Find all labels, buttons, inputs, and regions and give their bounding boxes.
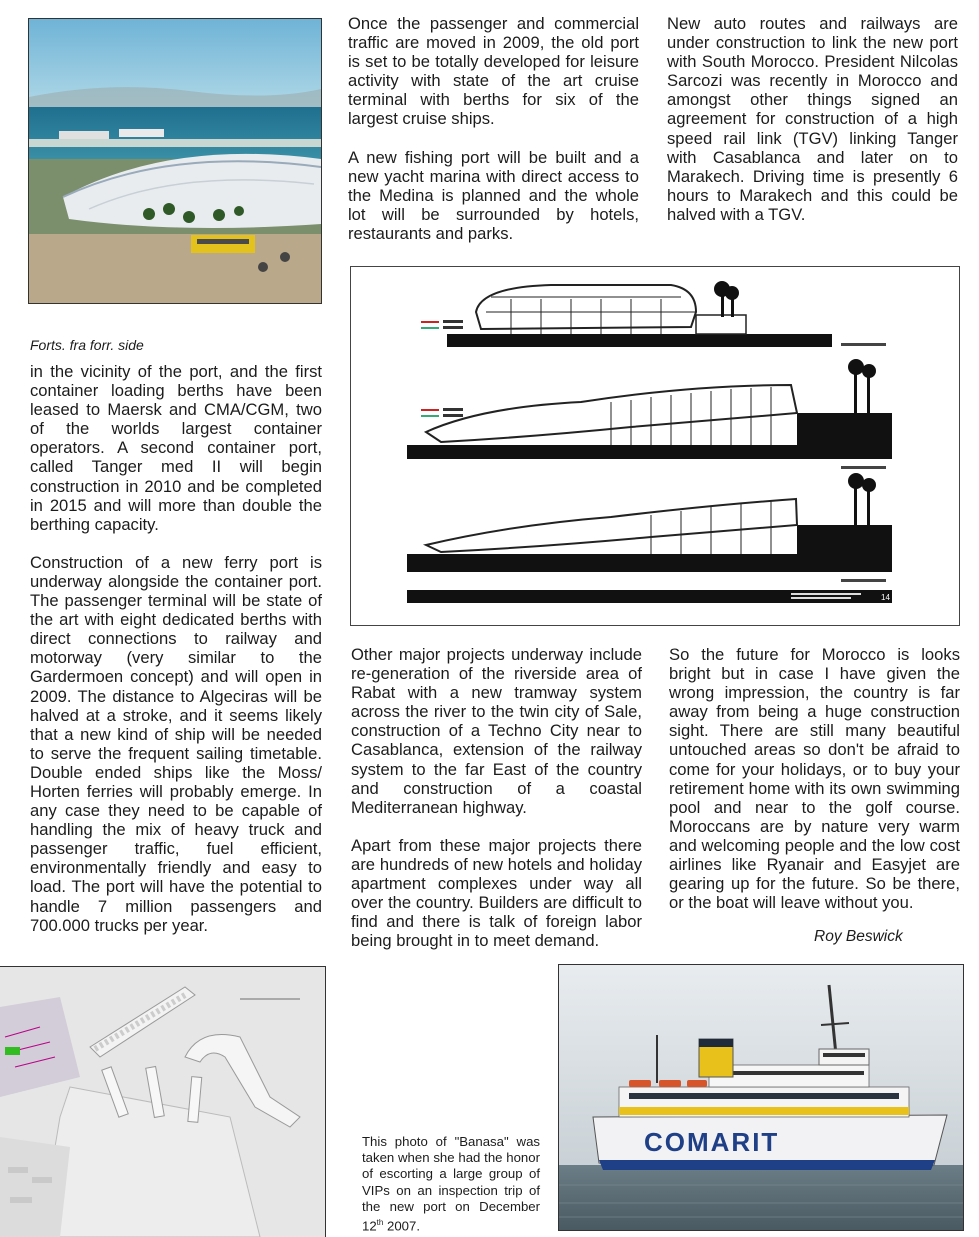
section-drawing-3	[407, 473, 892, 582]
ship-hull-name: COMARIT	[644, 1127, 780, 1157]
terminal-aerial-photo	[28, 18, 322, 304]
ship-photo-caption	[362, 1134, 540, 1235]
section-drawings-svg	[351, 267, 959, 625]
ship-photo-svg	[559, 965, 963, 1230]
port-plan-image	[0, 966, 326, 1237]
terminal-aerial-image	[29, 19, 321, 303]
drawing-page-number: 14	[881, 593, 890, 602]
photo-caption-continued: Forts. fra forr. side	[30, 337, 144, 353]
caption-text: This photo of "Banasa" was taken when she had the honor of escorting a large group of VIPs on an inspection trip of the new port on December 12	[362, 1134, 540, 1234]
section-drawing-1	[421, 281, 886, 347]
middle-bottom-text	[351, 645, 642, 950]
ship-photo	[558, 964, 964, 1231]
terminal-section-drawings	[350, 266, 960, 626]
paragraph: in the vicinity of the port, and the first container loading berths have been leased to Maersk and CMA/CGM, two of the worlds largest container operators. A second container port, called Tanger med II will begin construction in 2010 and be completed in 2015 and will more than double the berthing capacity.	[30, 362, 322, 534]
caption-superscript: th	[376, 1218, 384, 1228]
right-top-text	[667, 14, 958, 224]
paragraph: Apart from these major projects there are hundreds of new hotels and holiday apartment complexes under way all over the country. Builders are difficult to find and there is talk of foreign labor being brought in to meet demand.	[351, 835, 642, 951]
paragraph: A new fishing port will be built and a new yacht marina with direct access to the Medina is planned and the whole lot will be surrounded by hotels, restaurants and parks.	[348, 147, 639, 243]
paragraph: Other major projects underway include re-generation of the riverside area of Rabat with a new tramway system across the river to the twin city of Sale, construction of a Techno City near to Casablanca, extension of the railway system to the far East of the country and construction of a coastal Mediterranean highway.	[351, 645, 642, 817]
middle-top-text	[348, 14, 639, 243]
section-drawing-2	[407, 359, 892, 469]
paragraph: New auto routes and railways are under construction to link the new port with South Morocco. President Nilcolas Sarcozi was recently in Morocco and amongst other things signed an agreement for construction of a high speed rail link (TGV) linking Tanger with Casablanca and later on to Marakech. Driving time is presently 6 hours to Marakech and this could be halved with a TGV.	[667, 14, 958, 224]
paragraph: Once the passenger and commercial traffic are moved in 2009, the old port is set to be totally developed for leisure activity with state of the art cruise terminal with berths for six of the largest cruise ships.	[348, 14, 639, 129]
right-bottom-text	[669, 645, 960, 912]
left-column-text	[30, 362, 322, 935]
author-signature: Roy Beswick	[814, 928, 903, 945]
port-plan-svg	[0, 967, 325, 1237]
drawing-title-strip	[407, 590, 892, 603]
caption-text-end: 2007.	[383, 1218, 421, 1234]
paragraph: Construction of a new ferry port is underway alongside the container port. The passenger terminal will be state of the art with eight dedicated berths with direct connections to railway and motorway (very similar to the Gardermoen concept) and will open in 2009. The distance to Algeciras will be halved at a stroke, and it seems likely that a new kind of ship will be needed to serve the frequent sailing timetable. Double ended ships like the Moss/ Horten ferries will probably emerge. In any case they need to be capable of handling the mix of heavy truck and passenger traffic, fuel efficient, environmentally friendly and easy to load. The port will have the potential to handle 7 million passengers and 700.000 trucks per year.	[30, 552, 322, 935]
paragraph: So the future for Morocco is looks bright but in case I have given the wrong impression, the country is far away from being a huge construction sight. There are still many beautiful untouched areas so don't be afraid to come for your holidays, or to buy your retirement home with its own swimming pool and near to the golf course. Moroccans are by nature very warm and welcoming people and the low cost airlines like Ryanair and Easyjet are gearing up for the future. So be there, or the boat will leave without you.	[669, 645, 960, 913]
